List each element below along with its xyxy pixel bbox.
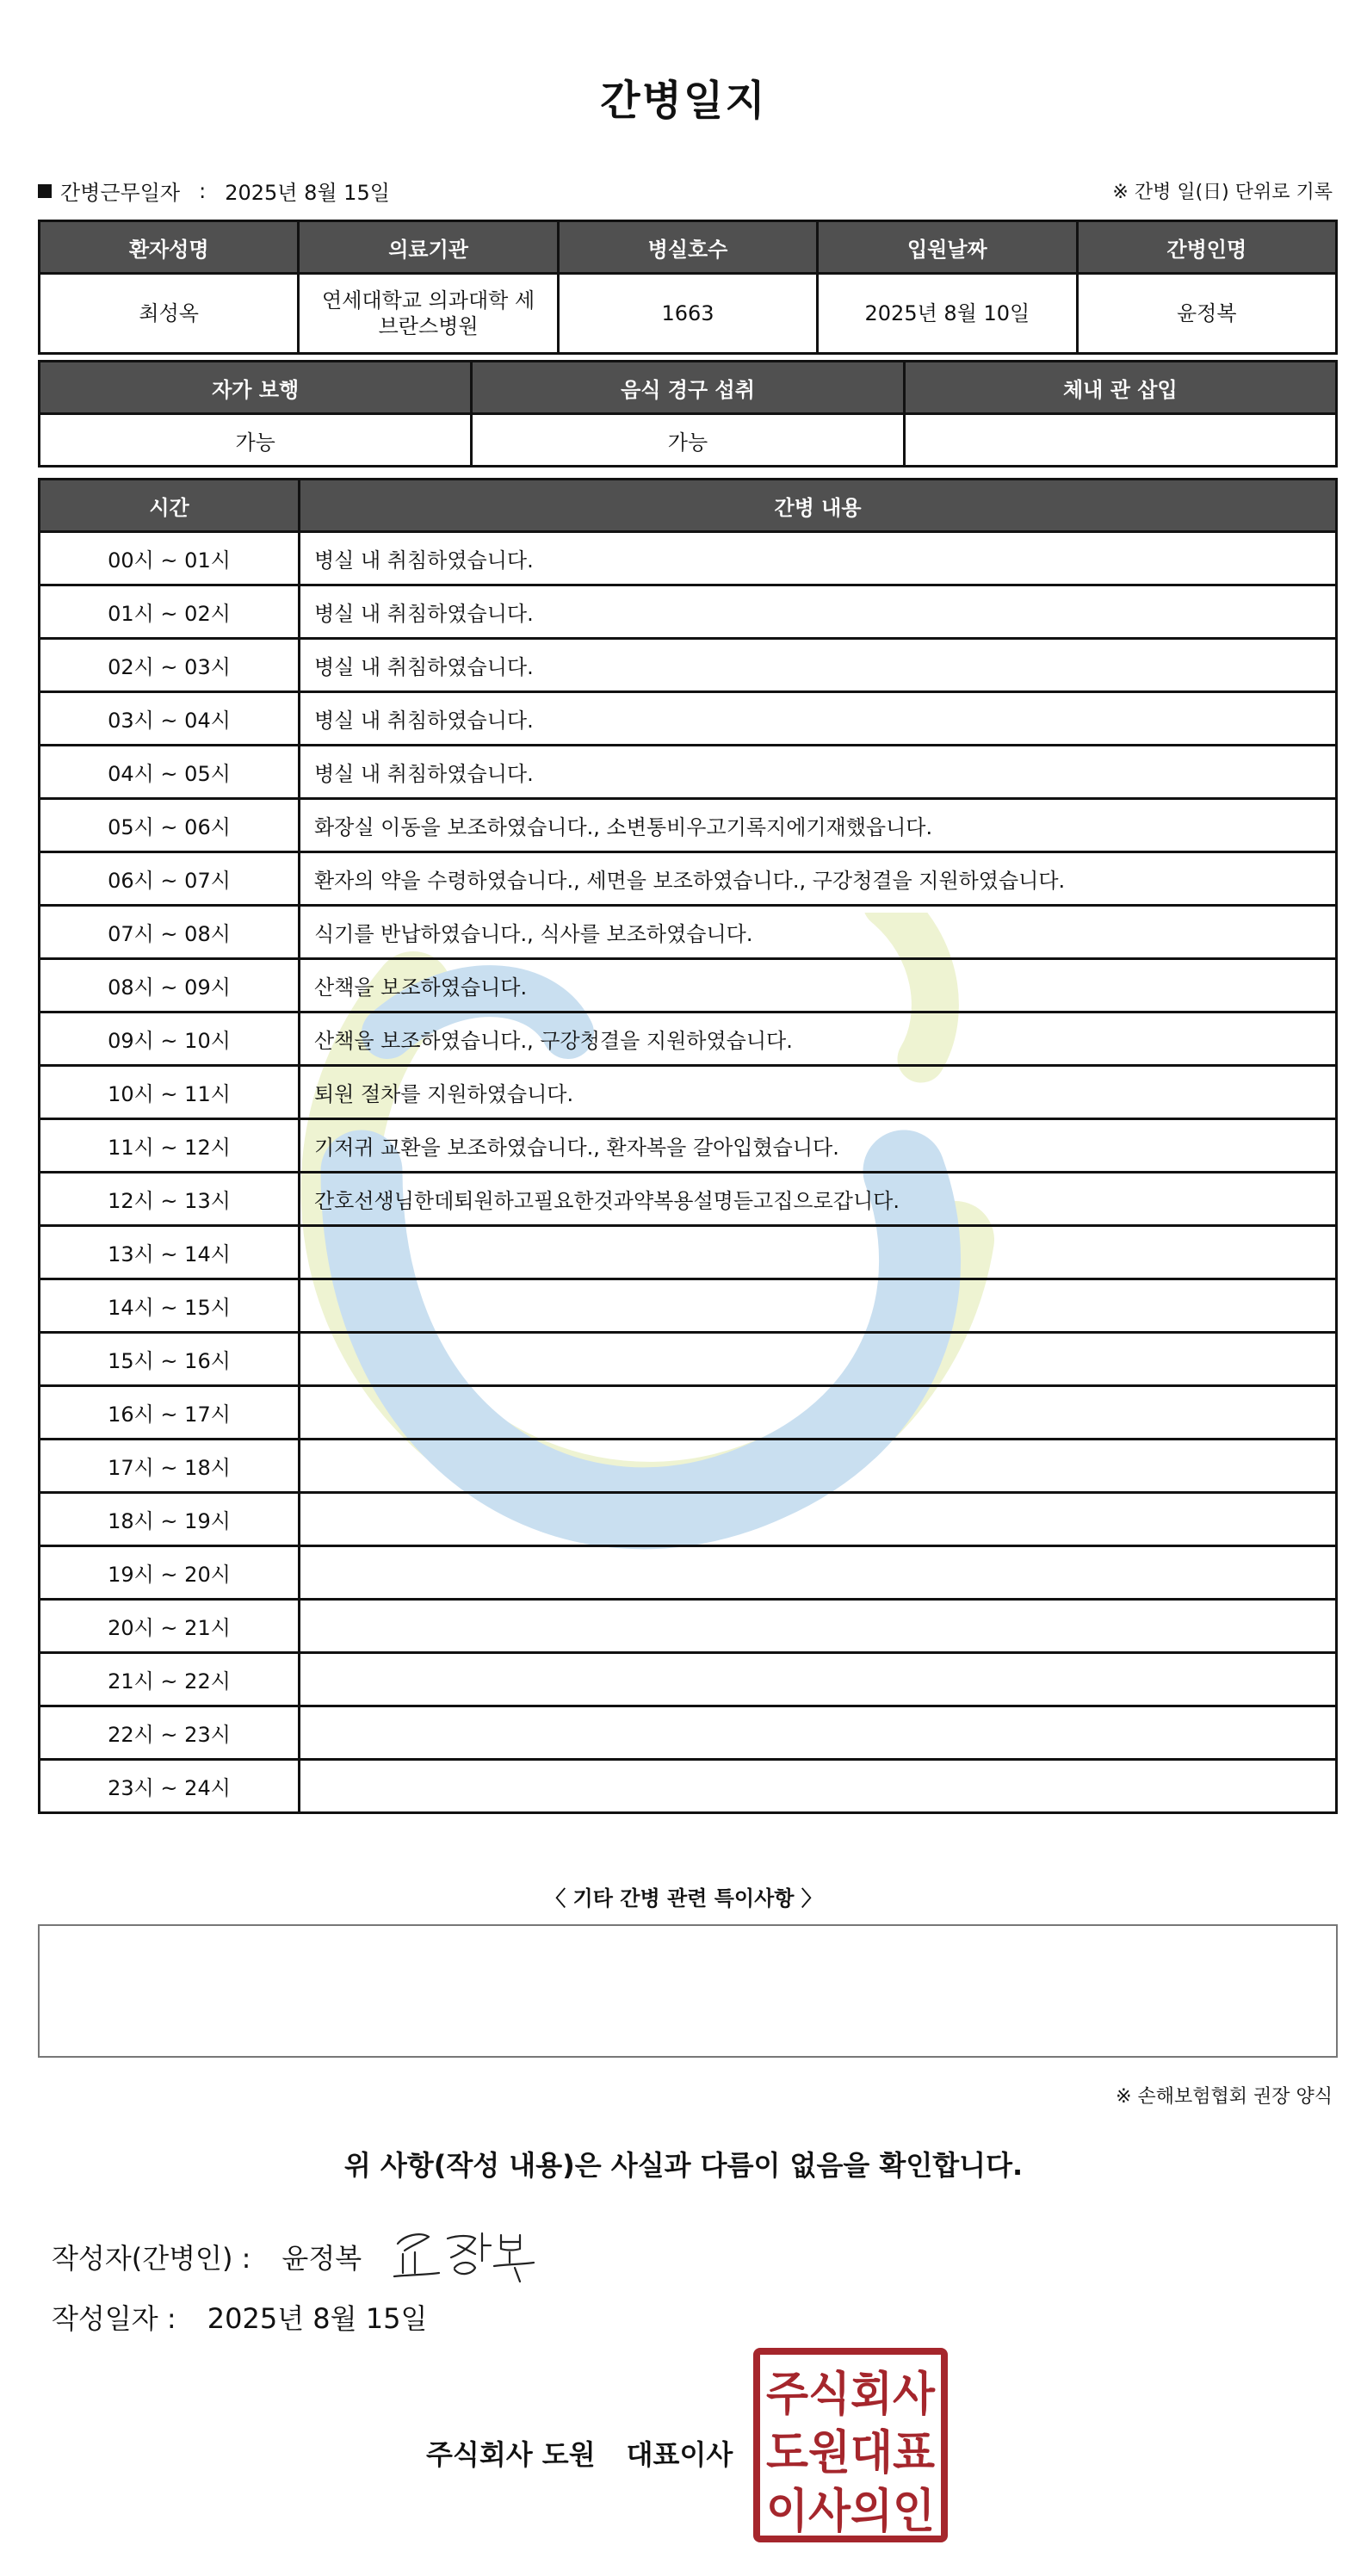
- header-patient-name: 환자성명: [40, 221, 299, 274]
- header-oral-intake: 음식 경구 섭취: [472, 362, 904, 414]
- header-tube-insertion: 체내 관 삽입: [904, 362, 1336, 414]
- header-caregiver-name: 간병인명: [1077, 221, 1336, 274]
- schedule-time: 14시 ~ 15시: [40, 1279, 300, 1333]
- company-representative-title: 대표이사: [626, 2438, 733, 2471]
- company-name: 주식회사 도원: [426, 2438, 596, 2471]
- special-notes-box: [38, 1924, 1338, 2058]
- written-date-value: 2025년 8월 15일: [207, 2302, 428, 2335]
- schedule-row: [40, 1493, 1337, 1546]
- patient-info-table: [38, 220, 1338, 355]
- schedule-time: 17시 ~ 18시: [40, 1440, 300, 1493]
- schedule-row: [40, 1760, 1337, 1813]
- schedule-time: 12시 ~ 13시: [40, 1173, 300, 1226]
- schedule-time: 01시 ~ 02시: [40, 585, 300, 639]
- schedule-note: [300, 1600, 1337, 1653]
- schedule-time: 07시 ~ 08시: [40, 906, 300, 959]
- schedule-note: 병실 내 취침하였습니다.: [300, 692, 1337, 746]
- schedule-note: [300, 1440, 1337, 1493]
- schedule-row: [40, 1226, 1337, 1279]
- schedule-note: [300, 1546, 1337, 1600]
- schedule-row: [40, 799, 1337, 852]
- schedule-time: 05시 ~ 06시: [40, 799, 300, 852]
- header-time: 시간: [40, 480, 300, 532]
- institution: [299, 274, 558, 354]
- schedule-row: [40, 1119, 1337, 1173]
- tube-insertion-value: [904, 414, 1336, 467]
- schedule-time: 21시 ~ 22시: [40, 1653, 300, 1706]
- schedule-time: 00시 ~ 01시: [40, 532, 300, 585]
- schedule-time: 03시 ~ 04시: [40, 692, 300, 746]
- schedule-note: 기저귀 교환을 보조하였습니다., 환자복을 갈아입혔습니다.: [300, 1119, 1337, 1173]
- schedule-note: 병실 내 취침하였습니다.: [300, 746, 1337, 799]
- schedule-time: 11시 ~ 12시: [40, 1119, 300, 1173]
- admission-date: 2025년 8월 10일: [818, 274, 1077, 354]
- schedule-time: 06시 ~ 07시: [40, 852, 300, 906]
- schedule-time: 08시 ~ 09시: [40, 959, 300, 1012]
- handwritten-signature: [386, 2220, 541, 2288]
- schedule-row: [40, 1386, 1337, 1440]
- schedule-time: 22시 ~ 23시: [40, 1706, 300, 1760]
- form-source-note: ※ 손해보험협회 권장 양식: [1116, 2086, 1333, 2108]
- oral-intake-value: 가능: [472, 414, 904, 467]
- seal-text-line: 주식회사: [766, 2367, 936, 2421]
- schedule-row: [40, 1440, 1337, 1493]
- schedule-note: 산책을 보조하였습니다., 구강청결을 지원하였습니다.: [300, 1012, 1337, 1066]
- schedule-note: 간호선생님한데퇴원하고필요한것과약복용설명듣고집으로갑니다.: [300, 1173, 1337, 1226]
- schedule-row: [40, 1706, 1337, 1760]
- schedule-row: [40, 1333, 1337, 1386]
- schedule-body: [40, 532, 1337, 1813]
- schedule-time: 10시 ~ 11시: [40, 1066, 300, 1119]
- schedule-row: [40, 906, 1337, 959]
- schedule-row: [40, 852, 1337, 906]
- seal-text-line: 도원대표: [766, 2425, 935, 2480]
- schedule-note: 퇴원 절차를 지원하였습니다.: [300, 1066, 1337, 1119]
- schedule-time: 09시 ~ 10시: [40, 1012, 300, 1066]
- schedule-note: 병실 내 취침하였습니다.: [300, 532, 1337, 585]
- schedule-row: [40, 585, 1337, 639]
- author-name: 윤정복: [281, 2242, 362, 2275]
- schedule-time: 18시 ~ 19시: [40, 1493, 300, 1546]
- caregiver-name: 윤정복: [1077, 274, 1336, 354]
- schedule-note: 환자의 약을 수령하였습니다., 세면을 보조하였습니다., 구강청결을 지원하였습니다.: [300, 852, 1337, 906]
- schedule-time: 04시 ~ 05시: [40, 746, 300, 799]
- header-self-walking: 자가 보행: [40, 362, 472, 414]
- schedule-time: 16시 ~ 17시: [40, 1386, 300, 1440]
- schedule-row: [40, 1012, 1337, 1066]
- schedule-row: [40, 1066, 1337, 1119]
- bullet-square-icon: [38, 184, 52, 198]
- record-note: ※ 간병 일(日) 단위로 기록: [1112, 182, 1333, 203]
- room-number: 1663: [558, 274, 817, 354]
- patient-name: 최성옥: [40, 274, 299, 354]
- self-walking-value: 가능: [40, 414, 472, 467]
- schedule-table: [38, 478, 1338, 1814]
- ability-value-row: [40, 414, 1337, 467]
- written-date-label: 작성일자 :: [52, 2302, 176, 2335]
- schedule-note: [300, 1760, 1337, 1813]
- schedule-note: 병실 내 취침하였습니다.: [300, 585, 1337, 639]
- special-notes-title: 〈 기타 간병 관련 특이사항 〉: [545, 1886, 822, 1910]
- schedule-row: [40, 532, 1337, 585]
- work-date: [38, 176, 390, 206]
- ability-header-row: [40, 362, 1337, 414]
- schedule-time: 15시 ~ 16시: [40, 1333, 300, 1386]
- schedule-row: [40, 746, 1337, 799]
- work-date-value: 2025년 8월 15일: [225, 181, 390, 205]
- schedule-note: 병실 내 취침하였습니다.: [300, 639, 1337, 692]
- work-date-label: 간병근무일자: [60, 181, 181, 205]
- schedule-time: 13시 ~ 14시: [40, 1226, 300, 1279]
- schedule-row: [40, 1600, 1337, 1653]
- seal-text-line: 이사의인: [766, 2484, 935, 2538]
- patient-info-value-row: [40, 274, 1337, 354]
- schedule-row: [40, 1653, 1337, 1706]
- author-label: 작성자(간병인) :: [52, 2242, 251, 2275]
- schedule-row: [40, 639, 1337, 692]
- schedule-note: [300, 1653, 1337, 1706]
- schedule-time: 20시 ~ 21시: [40, 1600, 300, 1653]
- schedule-note: [300, 1333, 1337, 1386]
- written-date-line: [52, 2297, 427, 2337]
- schedule-row: [40, 1173, 1337, 1226]
- author-line: [52, 2237, 362, 2276]
- header-institution: 의료기관: [299, 221, 558, 274]
- schedule-note: 산책을 보조하였습니다.: [300, 959, 1337, 1012]
- page-title: 간병일지: [600, 77, 767, 125]
- schedule-time: 19시 ~ 20시: [40, 1546, 300, 1600]
- schedule-row: [40, 692, 1337, 746]
- schedule-note: [300, 1226, 1337, 1279]
- schedule-row: [40, 1546, 1337, 1600]
- header-care-content: 간병 내용: [300, 480, 1337, 532]
- institution-text: 연세대학교 의과대학 세브란스병원: [322, 288, 535, 338]
- ability-table: [38, 360, 1338, 468]
- schedule-header-row: [40, 480, 1337, 532]
- schedule-note: 식기를 반납하였습니다., 식사를 보조하였습니다.: [300, 906, 1337, 959]
- header-admission-date: 입원날짜: [818, 221, 1077, 274]
- schedule-row: [40, 959, 1337, 1012]
- confirmation-statement: 위 사항(작성 내용)은 사실과 다름이 없음을 확인합니다.: [343, 2149, 1024, 2182]
- schedule-time: 23시 ~ 24시: [40, 1760, 300, 1813]
- schedule-note: [300, 1386, 1337, 1440]
- work-date-colon: :: [199, 178, 207, 203]
- schedule-note: [300, 1279, 1337, 1333]
- company-seal-stamp: [752, 2347, 949, 2543]
- schedule-row: [40, 1279, 1337, 1333]
- header-room-number: 병실호수: [558, 221, 817, 274]
- schedule-note: 화장실 이동을 보조하였습니다., 소변통비우고기록지에기재했읍니다.: [300, 799, 1337, 852]
- schedule-note: [300, 1706, 1337, 1760]
- patient-info-header-row: [40, 221, 1337, 274]
- company-line: [426, 2433, 733, 2473]
- schedule-note: [300, 1493, 1337, 1546]
- schedule-time: 02시 ~ 03시: [40, 639, 300, 692]
